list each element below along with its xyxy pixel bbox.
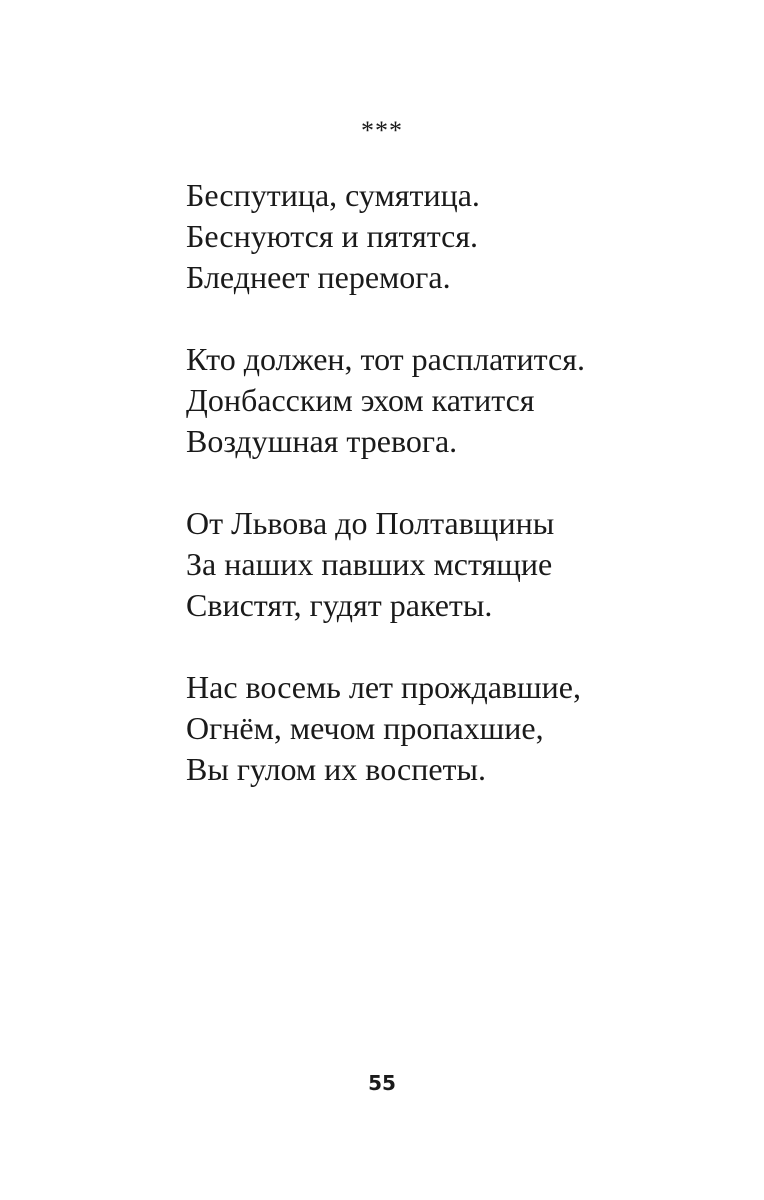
poem-line: Огнём, мечом пропахшие, [186,710,544,746]
stanza-3 [186,503,726,626]
stanza-1 [186,175,726,298]
poem-line: Бледнеет перемога. [186,259,451,295]
poem-line: Донбасским эхом катится [186,382,535,418]
poem-line: Беснуются и пятятся. [186,218,479,254]
poem-line: Воздушная тревога. [186,423,458,459]
poem-line: Нас восемь лет прождавшие, [186,669,581,705]
stanza-4 [186,667,726,790]
poem [186,175,726,831]
poem-line: Беспутица, сумятица. [186,177,480,213]
poem-line: За наших павших мстящие [186,546,553,582]
section-ornament: *** [361,116,403,145]
poem-line: Свистят, гудят ракеты. [186,587,493,623]
poem-line: Вы гулом их воспеты. [186,751,486,787]
poem-line: От Львова до Полтавщины [186,505,555,541]
page-number: 55 [368,1071,396,1095]
poem-line: Кто должен, тот расплатится. [186,341,585,377]
stanza-2 [186,339,726,462]
